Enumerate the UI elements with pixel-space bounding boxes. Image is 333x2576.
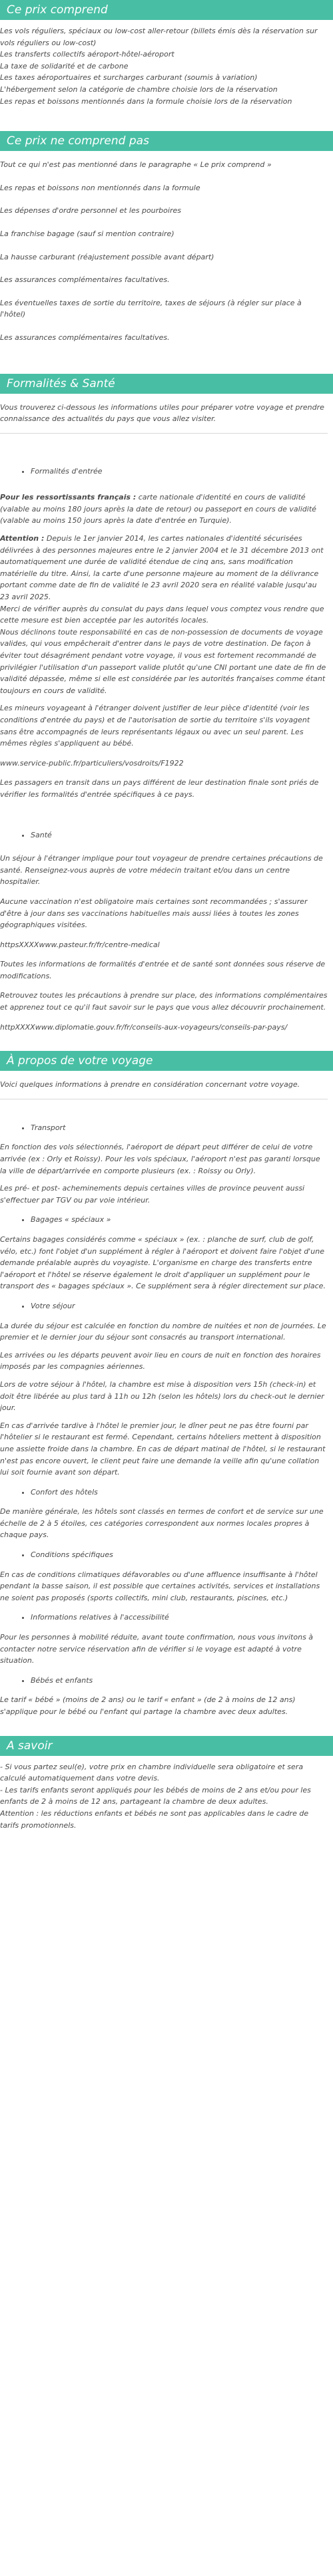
ne-comprend-item: Les assurances complémentaires facultatives.	[0, 333, 170, 342]
asavoir-line: - Si vous partez seul(e), votre prix en chambre individuelle sera obligatoire et sera calculé automatiquement dans votre devis.	[0, 1762, 304, 1783]
section-formalites	[0, 374, 333, 1034]
section-title-asavoir: A savoir	[0, 1736, 333, 1756]
sejour-sante-text: Un séjour à l'étranger implique pour tout voyageur de prendre certaines précautions de santé. Renseignez-vous auprès de votre médecin traitant et/ou dans un centre hospitalier.	[0, 854, 323, 887]
decline-text: Nous déclinons toute responsabilité en cas de non-possession de documents de voyage valides, qui vous empêcherait d'entrer dans le pays de votre destination. De façon à éviter tout désagrément pendant votre voyage, il vous est fortement recommandé de privilégier l'utilisation d'un passeport valide plutôt qu'une CNI portant une date de fin de validité dépassée, même si elle est considérée par les autorités françaises comme étant toujours en cours de validité.	[0, 627, 326, 695]
ne-comprend-item: Les éventuelles taxes de sortie du territoire, taxes de séjours (à régler sur place à l'hôtel)	[0, 298, 302, 319]
ne-comprend-item: Les dépenses d'ordre personnel et les pourboires	[0, 206, 181, 215]
bullet-conditions: • Conditions spécifiques	[31, 1549, 328, 1561]
comprend-item: Les vols réguliers, spéciaux ou low-cost aller-retour (billets émis dès la réservation sur vols réguliers ou low-cost)	[0, 27, 318, 47]
comprend-list	[0, 25, 333, 107]
ne-comprend-item: Les repas et boissons non mentionnés dans la formule	[0, 183, 200, 192]
bullet-bagages: • Bagages « spéciaux »	[31, 1214, 328, 1226]
sante-reserve-text: Toutes les informations de formalités d'entrée et de santé sont données sous réserve de modifications.	[0, 960, 326, 980]
ne-comprend-item: La hausse carburant (réajustement possible avant départ)	[0, 252, 214, 261]
ressortissants-paragraph	[0, 492, 328, 527]
asavoir-line: Attention : les réductions enfants et bébés ne sont pas applicables dans le cadre de tarifs promotionnels.	[0, 1808, 309, 1830]
comprend-item: Les taxes aéroportuaires et surcharges carburant (soumis à variation)	[0, 73, 258, 82]
asavoir-line: - Les tarifs enfants seront appliqués pour les bébés de moins de 2 ans et/ou pour les enfants de 2 à moins de 12 ans, partageant la chambre de deux adultes.	[0, 1785, 311, 1806]
section-comprend	[0, 0, 333, 107]
retrouvez-text: Retrouvez toutes les précautions à prendre sur place, des informations complémentaires et apprenez tout ce qu'il faut savoir sur le pays que vous allez découvrir prochainement.	[0, 991, 328, 1012]
divider	[0, 433, 328, 434]
apropos-content	[0, 1079, 333, 1717]
bullet-confort: • Confort des hôtels	[31, 1487, 328, 1499]
formalites-intro: Vous trouverez ci-dessous les informations utiles pour préparer votre voyage et prendre connaissance des actualités du pays que vous allez visiter.	[0, 402, 324, 424]
comprend-item: Les transferts collectifs aéroport-hôtel-aéroport	[0, 50, 174, 59]
verifier-text: Merci de vérifier auprès du consulat du pays dans lequel vous comptez vous rendre que cette mesure est bien acceptée par les autorités locales.	[0, 604, 324, 625]
comprend-item: La taxe de solidarité et de carbone	[0, 61, 129, 71]
ressortissants-label: Pour les ressortissants français :	[0, 493, 137, 502]
vaccin-text: Aucune vaccination n'est obligatoire mais certaines sont recommandées ; s'assurer d'être à jour dans ses vaccinations habituelles mais aussi liées à toutes les zones géographiques visitées.	[0, 897, 308, 930]
bullet-accessibilite: • Informations relatives à l'accessibilité	[31, 1612, 328, 1624]
bullet-sejour: • Votre séjour	[31, 1300, 328, 1312]
diplomatie-link[interactable]: httpXXXXwww.diplomatie.gouv.fr/fr/conseils-aux-voyageurs/conseils-par-pays/	[0, 1022, 288, 1032]
ne-comprend-item: La franchise bagage (sauf si mention contraire)	[0, 229, 174, 238]
pasteur-link[interactable]: httpsXXXXwww.pasteur.fr/fr/centre-medical	[0, 940, 160, 949]
asavoir-content	[0, 1761, 333, 1832]
service-public-link[interactable]: www.service-public.fr/particuliers/vosdroits/F1922	[0, 758, 184, 768]
accessibilite-text: Pour les personnes à mobilité réduite, avant toute confirmation, nous vous invitons à contacter notre service réservation afin de vérifier si le voyage est adapté à votre situation.	[0, 1633, 314, 1665]
conditions-text: En cas de conditions climatiques défavorables ou d'une affluence insuffisante à l'hôtel pendant la basse saison, il est possible que certaines activités, services et installations ne soient pas proposés (sports collectifs, mini club, restaurants, piscines, etc.)	[0, 1570, 320, 1602]
bebes-text: Le tarif « bébé » (moins de 2 ans) ou le tarif « enfant » (de 2 à moins de 12 ans) s'applique pour le bébé ou l'enfant qui partage la chambre avec deux adultes.	[0, 1695, 296, 1716]
section-title-formalites: Formalités & Santé	[0, 374, 333, 394]
attention-paragraph	[0, 533, 328, 603]
pre-post-text: Les pré- et post- acheminements depuis certaines villes de province peuvent aussi s'effectuer par TGV ou par voie intérieur.	[0, 1184, 305, 1205]
attention-label: Attention :	[0, 534, 45, 543]
ressortissants-text: carte nationale d'identité en cours de validité (valable au moins 180 jours après la date de retour) ou passeport en cours de validité (valable au moins 150 jours après la date d'entrée en Turquie).	[0, 493, 316, 525]
mineurs-text: Les mineurs voyageant à l'étranger doivent justifier de leur pièce d'identité (voir les conditions d'entrée du pays) et de l'autorisation de sortie du territoire s'ils voyagent sans être accompagnés de leurs représentants légaux ou avec un seul parent. Les mêmes règles s'appliquent au bébé.	[0, 704, 310, 748]
section-asavoir	[0, 1736, 333, 1832]
bullet-formalites-entree: • Formalités d'entrée	[31, 466, 328, 478]
section-title-ne-comprend: Ce prix ne comprend pas	[0, 131, 333, 151]
confort-text: De manière générale, les hôtels sont classés en termes de confort et de service sur une échelle de 2 à 5 étoiles, ces catégories correspondent aux normes locales propres à chaque pays.	[0, 1507, 324, 1540]
bullet-transport: • Transport	[31, 1122, 328, 1134]
ne-comprend-list	[0, 159, 333, 343]
comprend-item: L'hébergement selon la catégorie de chambre choisie lors de la réservation	[0, 84, 278, 94]
section-ne-comprend	[0, 131, 333, 343]
transport-text: En fonction des vols sélectionnés, l'aéroport de départ peut différer de celui de votre arrivée (ex : Orly et Roissy). Pour les vols spéciaux, l'aéroport n'est pas garanti lorsque la ville de départ/arrivée en comporte plusieurs (ex. : Roissy ou Orly).	[0, 1143, 320, 1175]
attention-text: Depuis le 1er janvier 2014, les cartes nationales d'identité sécurisées délivrées à des personnes majeures entre le 2 janvier 2004 et le 31 décembre 2013 ont automatiquement une durée de validité étendue de cinq ans, sans modification matérielle du titre. Ainsi, la carte d'une personne majeure au moment de la délivrance portant comme date de fin de validité le 23 avril 2020 sera en réalité valable jusqu'au 23 avril 2025.	[0, 534, 324, 602]
transit-text: Les passagers en transit dans un pays différent de leur destination finale sont priés de vérifier les formalités d'entrée spécifiques à ce pays.	[0, 778, 319, 799]
ne-comprend-item: Les assurances complémentaires facultatives.	[0, 275, 170, 285]
bagages-text: Certains bagages considérés comme « spéciaux » (ex. : planche de surf, club de golf, vélo, etc.) font l'objet d'un supplément à régler à l'aéroport et doivent faire l'objet d'une demande préalable auprès du voyagiste. L'organisme en charge des transferts entre l'aéroport et l'hôtel se réserve également le droit d'appliquer un supplément pour le transport des « bagages spéciaux ». Ce supplément sera à régler directement sur place.	[0, 1235, 326, 1291]
arrivees-text: Les arrivées ou les départs peuvent avoir lieu en cours de nuit en fonction des horaires imposés par les compagnies aériennes.	[0, 1350, 321, 1371]
section-title-comprend: Ce prix comprend	[0, 0, 333, 20]
chambre-text: Lors de votre séjour à l'hôtel, la chambre est mise à disposition vers 15h (check-in) et doit être libérée au plus tard à 11h ou 12h (selon les hôtels) lors du check-out le dernier jour.	[0, 1379, 324, 1413]
duree-text: La durée du séjour est calculée en fonction du nombre de nuitées et non de journées. Le premier et le dernier jour du séjour sont consacrés au transport international.	[0, 1321, 326, 1342]
apropos-intro: Voici quelques informations à prendre en considération concernant votre voyage.	[0, 1080, 300, 1089]
bullet-bebes: • Bébés et enfants	[31, 1675, 328, 1687]
comprend-item: Les repas et boissons mentionnés dans la formule choisie lors de la réservation	[0, 96, 292, 106]
tardive-text: En cas d'arrivée tardive à l'hôtel le premier jour, le dîner peut ne pas être fourni par l'hôtelier si le restaurant est fermé. Cependant, certains hôteliers mettent à disposition une assiette froide dans la chambre. En cas de départ matinal de l'hôtel, si le restaurant n'est pas encore ouvert, le client peut faire une demande la veille afin qu'une collation lui soit fournie avant son départ.	[0, 1421, 326, 1477]
ne-comprend-item: Tout ce qui n'est pas mentionné dans le paragraphe « Le prix comprend »	[0, 160, 272, 170]
section-title-apropos: À propos de votre voyage	[0, 1051, 333, 1071]
bullet-sante: • Santé	[31, 829, 328, 841]
formalites-content	[0, 402, 333, 1034]
section-apropos	[0, 1051, 333, 1717]
